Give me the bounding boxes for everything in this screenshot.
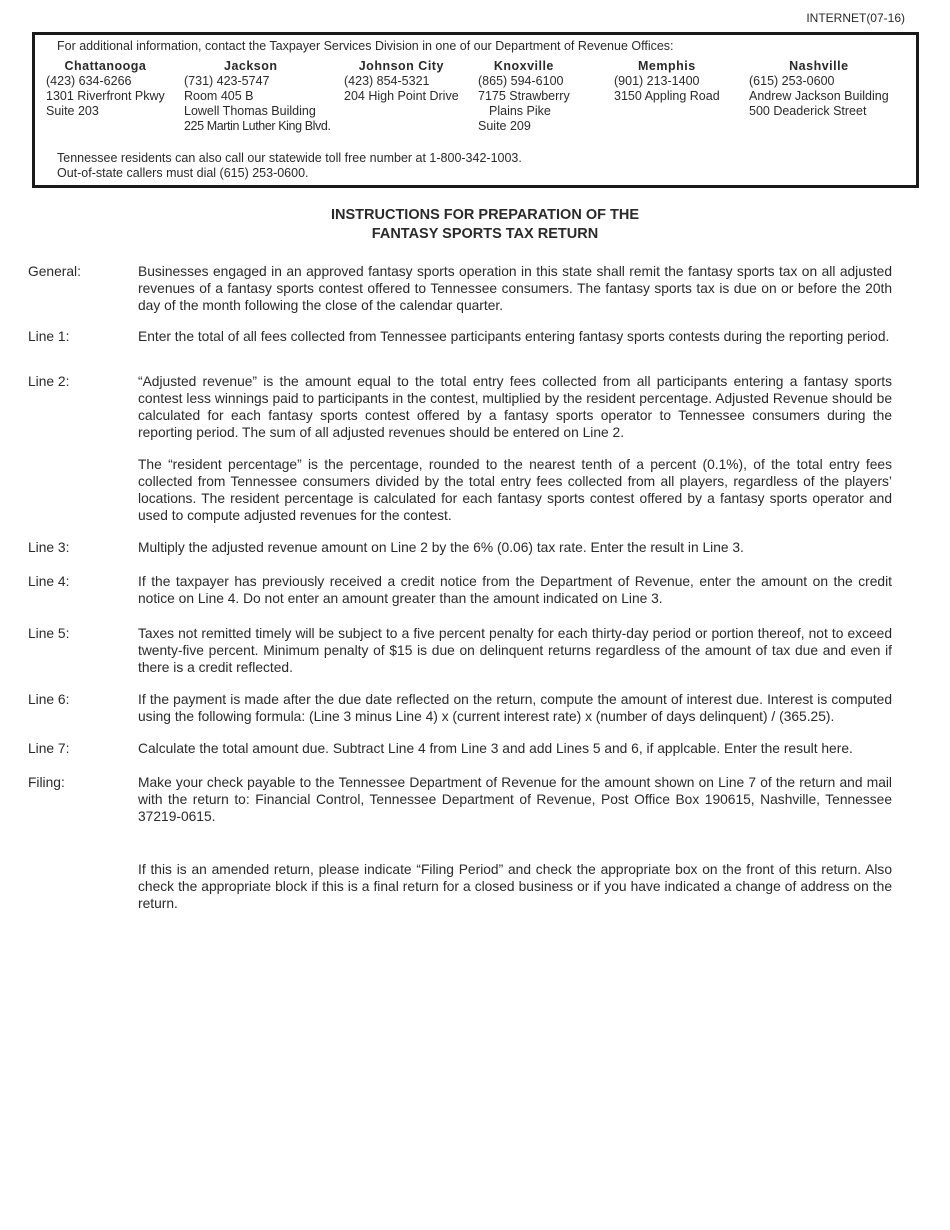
instruction-text: Enter the total of all fees collected from Tennessee participants entering fantasy sports contests during the reporting period. xyxy=(138,329,890,344)
instruction-text: Make your check payable to the Tennessee Department of Revenue for the amount shown on Line 7 of the return and mail with the return to: Financial Control, Tennessee Department of Revenue, Post Office Box 190615, Nashville, Tennessee 37219-0615. xyxy=(138,775,892,824)
office-address-line: Suite 209 xyxy=(478,119,531,133)
instruction-label: Line 7: xyxy=(28,741,70,756)
instruction-amended-return xyxy=(28,861,892,912)
form-code: INTERNET(07-16) xyxy=(806,11,905,25)
office-phone: (901) 213-1400 xyxy=(614,74,700,88)
office-city: Nashville xyxy=(789,59,849,73)
office-memphis xyxy=(614,59,720,104)
office-chattanooga xyxy=(46,59,165,119)
instruction-line-5 xyxy=(28,625,892,676)
office-address-line: 3150 Appling Road xyxy=(614,89,720,103)
instruction-filing xyxy=(28,774,892,825)
instruction-text: If the payment is made after the due date reflected on the return, compute the amount of interest due. Interest is computed using the following formula: (Line 3 minus Line 4) x (current interest rate) x (number of days delinquent) / (365.25). xyxy=(138,692,892,724)
office-phone: (423) 854-5321 xyxy=(344,74,430,88)
office-phone: (615) 253-0600 xyxy=(749,74,835,88)
instruction-label: Line 6: xyxy=(28,692,70,707)
office-jackson xyxy=(184,59,331,134)
office-city: Chattanooga xyxy=(64,59,147,73)
instruction-text: Businesses engaged in an approved fantasy sports operation in this state shall remit the fantasy sports tax on all adjusted revenues of a fantasy sports contest offered to Tennessee consumers. The fantasy sports tax is due on or before the 20th day of the month following the close of the calendar quarter. xyxy=(138,264,892,313)
office-address-line: Suite 203 xyxy=(46,104,99,118)
office-city: Jackson xyxy=(224,59,278,73)
instruction-label: Line 1: xyxy=(28,329,70,344)
instruction-label: Filing: xyxy=(28,775,65,790)
instruction-text: Calculate the total amount due. Subtract Line 4 from Line 3 and add Lines 5 and 6, if applcable. Enter the result here. xyxy=(138,741,853,756)
offices-box xyxy=(32,32,919,188)
office-address-line: 225 Martin Luther King Blvd. xyxy=(184,119,331,133)
instruction-line-2 xyxy=(28,373,892,441)
office-city: Knoxville xyxy=(493,59,554,73)
toll-free-note: Tennessee residents can also call our statewide toll free number at 1-800-342-1003. xyxy=(57,151,522,165)
instruction-label: Line 3: xyxy=(28,540,70,555)
office-address-line: 1301 Riverfront Pkwy xyxy=(46,89,165,103)
office-address-line: Plains Pike xyxy=(489,104,551,118)
office-phone: (423) 634-6266 xyxy=(46,74,132,88)
instruction-line-6 xyxy=(28,691,892,725)
title-line: FANTASY SPORTS TAX RETURN xyxy=(371,226,599,242)
instruction-text: If this is an amended return, please indicate “Filing Period” and check the appropriate box on the front of this return. Also check the appropriate block if this is a final return for a closed business or if you have indicated a change of address on the return. xyxy=(138,862,892,911)
instruction-line-4 xyxy=(28,573,892,607)
instruction-text: If the taxpayer has previously received a credit notice from the Department of Revenue, enter the amount on the credit notice on Line 4. Do not enter an amount greater than the amount indicated on Line 3. xyxy=(138,574,892,606)
office-knoxville xyxy=(478,59,570,134)
instruction-label: Line 4: xyxy=(28,574,70,589)
office-address-line: 500 Deaderick Street xyxy=(749,104,867,118)
title-line: INSTRUCTIONS FOR PREPARATION OF THE xyxy=(331,207,639,223)
office-city: Johnson City xyxy=(358,59,444,73)
office-address-line: 204 High Point Drive xyxy=(344,89,459,103)
instruction-line-1 xyxy=(28,328,892,345)
office-nashville xyxy=(749,59,889,119)
instruction-label: Line 5: xyxy=(28,626,70,641)
instruction-line-7 xyxy=(28,740,892,757)
instruction-label: General: xyxy=(28,264,81,279)
instruction-text: “Adjusted revenue” is the amount equal to the total entry fees collected from all participants entering a fantasy sports contest less winnings paid to participants in the contest, multiplied by the resident percentage. Adjusted Revenue should be calculated for each fantasy sports contest offered by a fantasy sports operator to Tennessee consumers during the reporting period. The sum of all adjusted revenues should be entered on Line 2. xyxy=(138,374,892,440)
instruction-line-3 xyxy=(28,539,892,556)
out-of-state-note: Out-of-state callers must dial (615) 253-0600. xyxy=(57,166,309,180)
offices-footer xyxy=(57,151,522,181)
office-address-line: 7175 Strawberry xyxy=(478,89,570,103)
instruction-resident-percentage xyxy=(28,456,892,524)
office-johnson-city xyxy=(344,59,459,104)
instruction-label: Line 2: xyxy=(28,374,70,389)
office-address-line: Room 405 B xyxy=(184,89,254,103)
page-title xyxy=(0,206,950,244)
office-address-line: Lowell Thomas Building xyxy=(184,104,316,118)
instruction-text: Taxes not remitted timely will be subject to a five percent penalty for each thirty-day period or portion thereof, not to exceed twenty-five percent. Minimum penalty of $15 is due on delinquent returns regardless of the amount of tax due and even if there is a credit reflected. xyxy=(138,626,892,675)
office-city: Memphis xyxy=(637,59,696,73)
instruction-text: The “resident percentage” is the percentage, rounded to the nearest tenth of a percent (0.1%), of the total entry fees collected from Tennessee consumers divided by the total entry fees collected from all players, regardless of the players’ locations. The resident percentage is calculated for each fantasy sports contest offered by a fantasy sports operator and used to compute adjusted revenues for the contest. xyxy=(138,457,892,523)
instruction-general xyxy=(28,263,892,314)
offices-intro: For additional information, contact the Taxpayer Services Division in one of our Department of Revenue Offices: xyxy=(57,39,674,53)
office-phone: (731) 423-5747 xyxy=(184,74,270,88)
office-phone: (865) 594-6100 xyxy=(478,74,564,88)
instruction-text: Multiply the adjusted revenue amount on Line 2 by the 6% (0.06) tax rate. Enter the result in Line 3. xyxy=(138,540,744,555)
office-address-line: Andrew Jackson Building xyxy=(749,89,889,103)
